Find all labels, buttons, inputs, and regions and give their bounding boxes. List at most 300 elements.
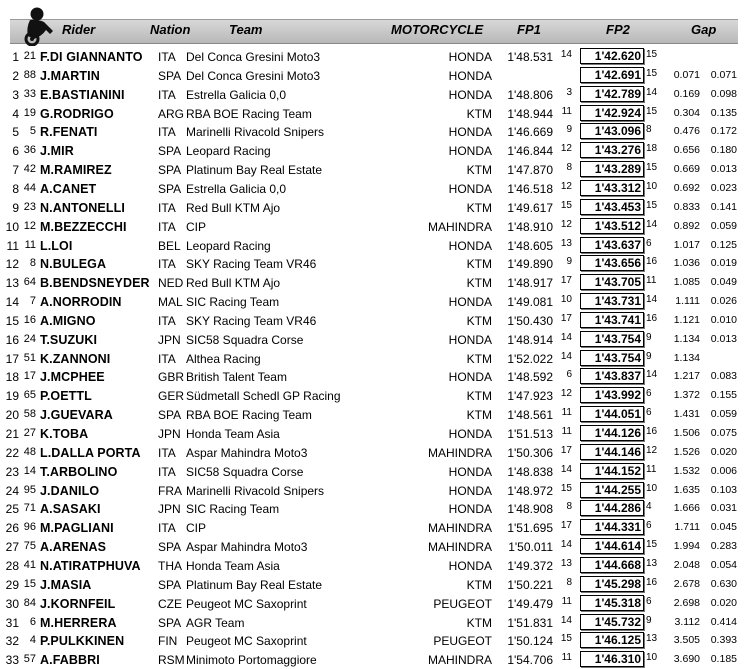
rider-number: 96 [23, 521, 36, 534]
gap-to-first: 3.505 [673, 634, 700, 647]
fp1-time: 1'48.592 [507, 370, 553, 385]
fp2-lap: 18 [646, 143, 658, 155]
motorcycle: MAHINDRA [427, 445, 492, 460]
motorcycle: KTM [466, 408, 492, 423]
table-header [0, 0, 745, 45]
table-row [0, 122, 745, 141]
team-name: RBA BOE Racing Team [186, 408, 312, 423]
motorcycle: HONDA [448, 483, 492, 498]
fp2-lap: 13 [646, 633, 658, 645]
gap-to-first: 1.372 [673, 389, 700, 402]
nation: MAL [158, 295, 183, 310]
fp1-lap: 15 [560, 482, 572, 494]
nation: NED [158, 276, 184, 291]
rider-name: P.PULKKINEN [40, 634, 125, 649]
motorcycle: KTM [466, 276, 492, 291]
motorcycle: KTM [466, 389, 492, 404]
fp1-lap: 12 [560, 143, 572, 155]
rider-number: 88 [23, 68, 36, 81]
fp1-lap: 10 [560, 294, 572, 306]
gap-to-previous: 0.125 [710, 238, 737, 251]
fp2-time: 1'42.924 [580, 105, 644, 121]
rider-name: B.BENDSNEYDER [40, 276, 150, 291]
rider-number: 5 [29, 125, 36, 138]
fp1-lap: 15 [560, 199, 572, 211]
rider-number: 23 [23, 200, 36, 213]
team-name: CIP [186, 219, 207, 234]
motorcycle: HONDA [448, 144, 492, 159]
fp2-lap: 6 [646, 237, 652, 249]
gap-to-previous: 0.049 [710, 276, 737, 289]
rider-number: 21 [23, 50, 36, 62]
gap-to-previous: 0.098 [710, 87, 737, 100]
position: 30 [5, 596, 19, 611]
fp2-time: 1'43.705 [580, 274, 644, 290]
gap-to-previous: 0.010 [710, 313, 737, 326]
fp2-lap: 13 [646, 557, 658, 569]
motorcycle: KTM [466, 313, 492, 328]
team-name: Del Conca Gresini Moto3 [186, 50, 321, 64]
rider-number: 75 [23, 540, 36, 553]
table-row [0, 330, 745, 349]
gap-to-previous: 0.013 [710, 163, 737, 176]
fp1-time: 1'46.518 [507, 181, 553, 196]
fp2-time: 1'45.318 [580, 595, 644, 611]
fp2-time: 1'43.289 [580, 161, 644, 177]
fp1-time: 1'50.430 [507, 313, 553, 328]
gap-to-first: 0.304 [673, 106, 700, 119]
gap-to-previous: 0.059 [710, 219, 737, 232]
gap-to-previous: 0.020 [710, 596, 737, 609]
fp2-time: 1'43.453 [580, 199, 644, 215]
rider-name: M.RAMIREZ [40, 163, 112, 178]
fp2-lap: 9 [646, 350, 652, 362]
team-name: CIP [186, 521, 207, 536]
gap-to-previous: 0.071 [710, 68, 737, 81]
fp2-time: 1'44.614 [580, 538, 644, 554]
motorcycle: MAHINDRA [427, 540, 492, 555]
position: 11 [6, 238, 19, 253]
fp2-time: 1'43.992 [580, 387, 644, 403]
fp2-lap: 6 [646, 388, 652, 400]
team-name: Leopard Racing [186, 238, 271, 253]
table-row [0, 462, 745, 481]
team-name: Estrella Galicia 0,0 [186, 181, 287, 196]
motorcycle: HONDA [448, 87, 492, 102]
motorcycle: KTM [466, 106, 492, 121]
fp1-time: 1'52.022 [507, 351, 553, 366]
gap-to-first: 0.656 [673, 144, 700, 157]
fp2-lap: 9 [646, 614, 652, 626]
position: 33 [5, 653, 19, 668]
rider-name: K.ZANNONI [40, 351, 111, 366]
fp2-lap: 15 [646, 162, 658, 174]
fp2-time: 1'42.691 [580, 67, 644, 83]
position: 7 [12, 163, 19, 178]
rider-number: 27 [23, 427, 36, 439]
rider-name: A.NORRODIN [40, 295, 122, 310]
gap-to-first: 1.532 [673, 464, 700, 477]
gap-to-first: 2.048 [673, 558, 700, 571]
gap-to-previous: 0.155 [710, 389, 737, 402]
fp2-time: 1'42.620 [580, 48, 644, 64]
rider-name: A.MIGNO [40, 313, 96, 328]
motorcycle: MAHINDRA [427, 653, 492, 668]
fp2-time: 1'43.656 [580, 255, 644, 271]
gap-to-first: 0.892 [673, 219, 700, 232]
team-name: RBA BOE Racing Team [186, 106, 312, 121]
fp2-lap: 14 [646, 218, 658, 230]
fp1-lap: 6 [566, 369, 572, 381]
rider-number: 64 [23, 276, 36, 289]
fp2-lap: 6 [646, 520, 652, 532]
table-row [0, 613, 745, 632]
fp1-lap: 14 [560, 539, 572, 551]
gap-to-previous: 0.054 [710, 558, 737, 571]
position: 14 [5, 295, 19, 310]
team-name: Honda Team Asia [186, 427, 280, 441]
position: 20 [5, 408, 19, 423]
fp2-time: 1'44.286 [580, 500, 644, 516]
position: 29 [5, 577, 19, 592]
rider-name: E.BASTIANINI [40, 87, 125, 102]
fp1-time: 1'48.908 [507, 502, 553, 517]
nation: SPA [158, 408, 182, 423]
fp2-time: 1'44.126 [580, 425, 644, 441]
fp2-time: 1'43.837 [580, 368, 644, 384]
fp1-time: 1'54.706 [507, 653, 553, 668]
fp2-lap: 11 [646, 463, 657, 475]
header-fp1: FP1 [517, 22, 541, 37]
position: 27 [5, 540, 19, 555]
nation: ITA [158, 521, 176, 536]
gap-to-first: 2.678 [673, 577, 700, 590]
rider-name: M.BEZZECCHI [40, 219, 127, 234]
fp2-lap: 16 [646, 426, 658, 437]
team-name: Platinum Bay Real Estate [186, 577, 323, 592]
team-name: Marinelli Rivacold Snipers [186, 125, 325, 140]
rider-name: J.KORNFEIL [40, 596, 116, 611]
fp2-time: 1'43.312 [580, 180, 644, 196]
rider-name: A.ARENAS [40, 540, 107, 555]
table-row [0, 179, 745, 198]
fp1-time: 1'48.561 [507, 408, 553, 423]
rider-number: 84 [23, 596, 36, 609]
team-name: Del Conca Gresini Moto3 [186, 68, 321, 83]
team-name: Leopard Racing [186, 144, 271, 159]
fp1-time: 1'51.513 [507, 427, 553, 441]
fp1-time: 1'51.695 [507, 521, 553, 536]
fp1-time: 1'48.917 [507, 276, 553, 291]
table-row [0, 650, 745, 669]
position: 5 [12, 125, 19, 140]
gap-to-first: 1.017 [673, 238, 700, 251]
team-name: Platinum Bay Real Estate [186, 163, 323, 178]
rider-name: J.MARTIN [40, 68, 100, 83]
fp1-lap: 17 [560, 444, 572, 456]
table-row [0, 311, 745, 330]
fp2-time: 1'44.051 [580, 406, 644, 422]
nation: ITA [158, 87, 176, 102]
team-name: British Talent Team [186, 370, 287, 385]
position: 22 [5, 445, 19, 460]
header-motorcycle: MOTORCYCLE [391, 22, 484, 37]
motorcycle: PEUGEOT [433, 634, 492, 649]
rider-name: P.OETTL [40, 389, 92, 404]
rider-number: 36 [23, 144, 36, 157]
nation: ITA [158, 219, 176, 234]
fp1-lap: 12 [560, 388, 572, 400]
rider-name: N.ATIRATPHUVA [40, 558, 141, 573]
nation: ARG [158, 106, 185, 121]
position: 16 [5, 332, 19, 347]
nation: JPN [158, 332, 181, 347]
gap-to-first: 0.071 [673, 68, 700, 81]
table-row [0, 160, 745, 179]
table-row [0, 499, 745, 518]
gap-to-previous: 0.172 [710, 125, 737, 138]
position: 18 [5, 370, 19, 385]
rider-name: J.MASIA [40, 577, 92, 592]
fp2-lap: 14 [646, 86, 658, 98]
gap-to-first: 1.711 [674, 521, 700, 534]
fp1-time: 1'50.221 [507, 577, 553, 592]
gap-to-first: 1.506 [673, 427, 700, 439]
fp2-time: 1'43.512 [580, 218, 644, 234]
fp1-time: 1'51.831 [507, 615, 553, 630]
gap-to-previous: 0.026 [710, 295, 737, 308]
fp2-lap: 15 [646, 49, 658, 60]
rider-number: 58 [23, 408, 36, 421]
fp1-time: 1'48.944 [507, 106, 553, 121]
fp1-time: 1'48.972 [507, 483, 553, 498]
gap-to-first: 1.526 [673, 445, 700, 458]
position: 17 [5, 351, 19, 366]
position: 21 [5, 427, 19, 441]
table-row [0, 481, 745, 500]
rider-name: J.MIR [40, 144, 74, 159]
position: 9 [12, 200, 19, 215]
gap-to-first: 3.112 [674, 615, 700, 628]
motorcycle: KTM [466, 351, 492, 366]
fp1-lap: 12 [560, 218, 572, 230]
rider-number: 71 [23, 502, 36, 515]
table-row [0, 518, 745, 537]
gap-to-previous: 0.083 [710, 370, 737, 383]
gap-to-previous: 0.019 [710, 257, 737, 270]
gap-to-first: 2.698 [673, 596, 700, 609]
rider-name: F.DI GIANNANTO [40, 50, 143, 64]
gap-to-first: 1.431 [673, 408, 700, 421]
motorcycle: KTM [466, 257, 492, 272]
fp2-time: 1'44.146 [580, 444, 644, 460]
fp1-time: 1'47.870 [507, 163, 553, 178]
fp1-time: 1'48.806 [507, 87, 553, 102]
team-name: SIC Racing Team [186, 295, 280, 310]
rider-number: 41 [23, 558, 36, 571]
team-name: Aspar Mahindra Moto3 [186, 445, 308, 460]
gap-to-previous: 0.393 [710, 634, 737, 647]
fp2-time: 1'44.255 [580, 482, 644, 498]
nation: ITA [158, 50, 176, 64]
rider-name: A.CANET [40, 181, 97, 196]
rider-name: A.SASAKI [40, 502, 101, 517]
fp2-lap: 10 [646, 180, 658, 192]
motorcycle-rider-icon [22, 6, 56, 46]
rider-name: K.TOBA [40, 427, 89, 441]
fp1-lap: 17 [560, 275, 572, 287]
gap-to-first: 0.692 [673, 181, 700, 194]
nation: SPA [158, 144, 182, 159]
position: 31 [5, 615, 19, 630]
fp1-lap: 3 [566, 86, 572, 98]
gap-to-first: 1.994 [673, 540, 700, 553]
table-row [0, 594, 745, 613]
fp2-lap: 12 [646, 444, 658, 456]
gap-to-previous: 0.045 [710, 521, 737, 534]
motorcycle: HONDA [448, 502, 492, 517]
motorcycle: HONDA [448, 464, 492, 479]
fp2-lap: 15 [646, 539, 658, 551]
fp2-lap: 8 [646, 124, 652, 136]
table-row [0, 254, 745, 273]
position: 12 [5, 257, 19, 272]
rider-number: 48 [23, 445, 36, 458]
nation: SPA [158, 163, 182, 178]
rider-name: R.FENATI [40, 125, 98, 140]
team-name: SIC58 Squadra Corse [186, 332, 304, 347]
fp2-time: 1'43.637 [580, 237, 644, 253]
fp1-lap: 11 [561, 105, 572, 117]
table-row [0, 367, 745, 386]
gap-to-previous: 0.141 [710, 200, 737, 213]
position: 10 [5, 219, 19, 234]
team-name: Althea Racing [186, 351, 261, 366]
rider-name: T.SUZUKI [40, 332, 98, 347]
fp2-lap: 9 [646, 331, 652, 343]
fp1-time: 1'46.669 [507, 125, 553, 140]
position: 3 [12, 87, 19, 102]
gap-to-previous: 0.059 [710, 408, 737, 421]
fp1-time: 1'48.838 [507, 464, 553, 479]
position: 15 [5, 313, 19, 328]
header-team: Team [229, 22, 263, 37]
team-name: SIC58 Squadra Corse [186, 464, 304, 479]
rider-number: 24 [23, 332, 36, 345]
gap-to-first: 1.121 [673, 313, 700, 326]
fp1-time: 1'49.617 [507, 200, 553, 215]
fp2-time: 1'45.732 [580, 614, 644, 630]
gap-to-first: 1.134 [673, 332, 700, 345]
gap-to-first: 1.111 [675, 295, 700, 308]
team-name: Minimoto Portomaggiore [186, 653, 317, 668]
team-name: Peugeot MC Saxoprint [186, 634, 307, 649]
rider-number: 4 [29, 634, 36, 647]
fp1-lap: 9 [566, 124, 572, 136]
fp1-lap: 13 [560, 237, 572, 249]
fp2-lap: 6 [646, 595, 652, 607]
team-name: Aspar Mahindra Moto3 [186, 540, 308, 555]
fp1-time: 1'48.910 [507, 219, 553, 234]
gap-to-previous: 0.023 [710, 181, 737, 194]
fp2-lap: 15 [646, 105, 658, 117]
table-row [0, 47, 745, 66]
motorcycle: HONDA [448, 125, 492, 140]
table-row [0, 443, 745, 462]
rider-number: 65 [23, 389, 36, 402]
motorcycle: HONDA [448, 295, 492, 310]
fp1-time: 1'48.605 [507, 238, 553, 253]
nation: JPN [158, 502, 181, 517]
team-name: Peugeot MC Saxoprint [186, 596, 307, 611]
gap-to-previous: 0.031 [710, 502, 737, 515]
table-row [0, 104, 745, 123]
rider-number: 12 [23, 219, 36, 232]
nation: SPA [158, 615, 182, 630]
fp2-lap: 14 [646, 294, 658, 306]
gap-to-previous: 0.020 [710, 445, 737, 458]
gap-to-first: 3.690 [673, 653, 700, 666]
motorcycle: KTM [466, 615, 492, 630]
motorcycle: HONDA [448, 68, 492, 83]
table-row [0, 537, 745, 556]
fp1-lap: 14 [560, 350, 572, 362]
fp1-lap: 11 [561, 652, 572, 664]
table-row [0, 217, 745, 236]
nation: SPA [158, 181, 182, 196]
header-nation: Nation [150, 22, 191, 37]
motorcycle: MAHINDRA [427, 521, 492, 536]
rider-number: 17 [23, 370, 36, 383]
rider-number: 44 [23, 181, 36, 194]
fp2-time: 1'43.731 [580, 293, 644, 309]
table-row [0, 141, 745, 160]
table-row [0, 85, 745, 104]
nation: FIN [158, 634, 178, 649]
team-name: Marinelli Rivacold Snipers [186, 483, 325, 498]
position: 32 [5, 634, 19, 649]
rider-name: N.BULEGA [40, 257, 107, 272]
fp1-time: 1'48.914 [507, 332, 553, 347]
fp1-time: 1'49.081 [507, 295, 553, 310]
position: 8 [12, 181, 19, 196]
fp2-lap: 11 [646, 275, 657, 287]
fp1-lap: 17 [560, 312, 572, 324]
table-row [0, 631, 745, 650]
fp1-lap: 17 [560, 520, 572, 532]
gap-to-previous: 0.185 [710, 653, 737, 666]
gap-to-previous: 0.180 [710, 144, 737, 157]
rider-name: G.RODRIGO [40, 106, 114, 121]
gap-to-first: 0.169 [673, 87, 700, 100]
position: 4 [12, 106, 19, 121]
gap-to-first: 1.666 [673, 502, 700, 515]
fp1-lap: 14 [560, 463, 572, 475]
fp1-lap: 14 [560, 49, 572, 60]
team-name: Red Bull KTM Ajo [186, 200, 281, 215]
rider-number: 42 [23, 163, 36, 176]
nation: THA [158, 558, 182, 573]
gap-to-previous: 0.075 [710, 427, 737, 439]
position: 6 [12, 144, 19, 159]
fp1-lap: 14 [560, 614, 572, 626]
nation: ITA [158, 313, 176, 328]
gap-to-previous: 0.013 [710, 332, 737, 345]
fp1-time: 1'50.011 [508, 540, 553, 555]
header-gap: Gap [691, 22, 717, 37]
position: 28 [5, 558, 19, 573]
nation: RSM [158, 653, 185, 668]
